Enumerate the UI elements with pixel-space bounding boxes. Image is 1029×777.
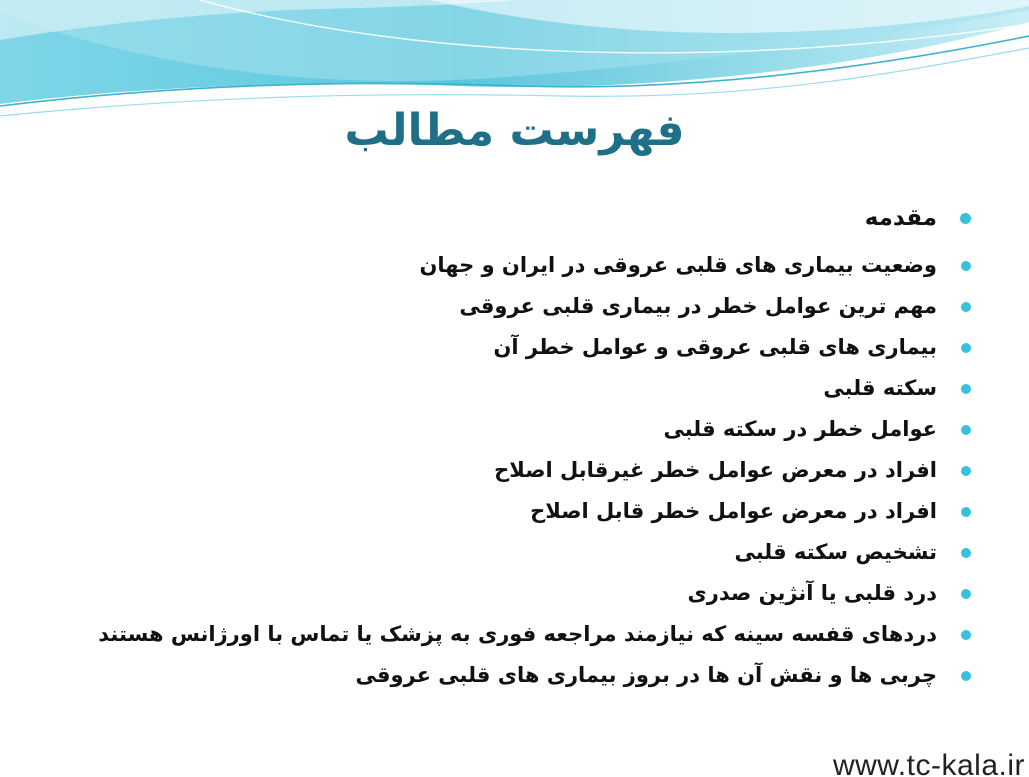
list-item-label: وضعیت بیماری های قلبی عروقی در ایران و جهان [419,253,937,277]
bullet-icon [960,213,971,224]
list-item [98,614,971,655]
list-item [98,450,971,491]
list-item-label: افراد در معرض عوامل خطر قابل اصلاح [530,499,937,523]
bullet-icon [961,630,971,640]
list-item [98,573,971,614]
list-item-label: سکته قلبی [823,376,937,400]
bullet-icon [961,261,971,271]
list-item-label: مهم ترین عوامل خطر در بیماری قلبی عروقی [459,294,937,318]
bullet-icon [961,671,971,681]
list-item [98,491,971,532]
list-item [98,532,971,573]
bullet-icon [961,302,971,312]
bullet-icon [961,384,971,394]
list-item-label: درد قلبی یا آنژین صدری [687,581,937,605]
contents-list [98,193,971,696]
watermark-url: www.tc-kala.ir [832,749,1025,777]
bullet-icon [961,466,971,476]
bullet-icon [961,425,971,435]
bullet-icon [961,589,971,599]
bullet-icon [961,548,971,558]
list-item [98,327,971,368]
list-item [98,409,971,450]
bullet-icon [961,507,971,517]
list-item-label: دردهای قفسه سینه که نیازمند مراجعه فوری به پزشک یا تماس با اورژانس هستند [98,622,937,646]
slide-title: فهرست مطالب [344,105,685,156]
list-item-label: عوامل خطر در سکته قلبی [663,417,937,441]
list-item-label: تشخیص سکته قلبی [734,540,937,564]
list-item [98,655,971,696]
list-item-label: بیماری های قلبی عروقی و عوامل خطر آن [493,335,937,359]
list-item [98,245,971,286]
bullet-icon [961,343,971,353]
list-item [98,286,971,327]
list-item-label: چربی ها و نقش آن ها در بروز بیماری های قلبی عروقی [355,663,937,687]
list-item-label: افراد در معرض عوامل خطر غیرقابل اصلاح [494,458,937,482]
list-item [98,193,971,245]
list-item [98,368,971,409]
list-item-label: مقدمه [864,205,937,231]
